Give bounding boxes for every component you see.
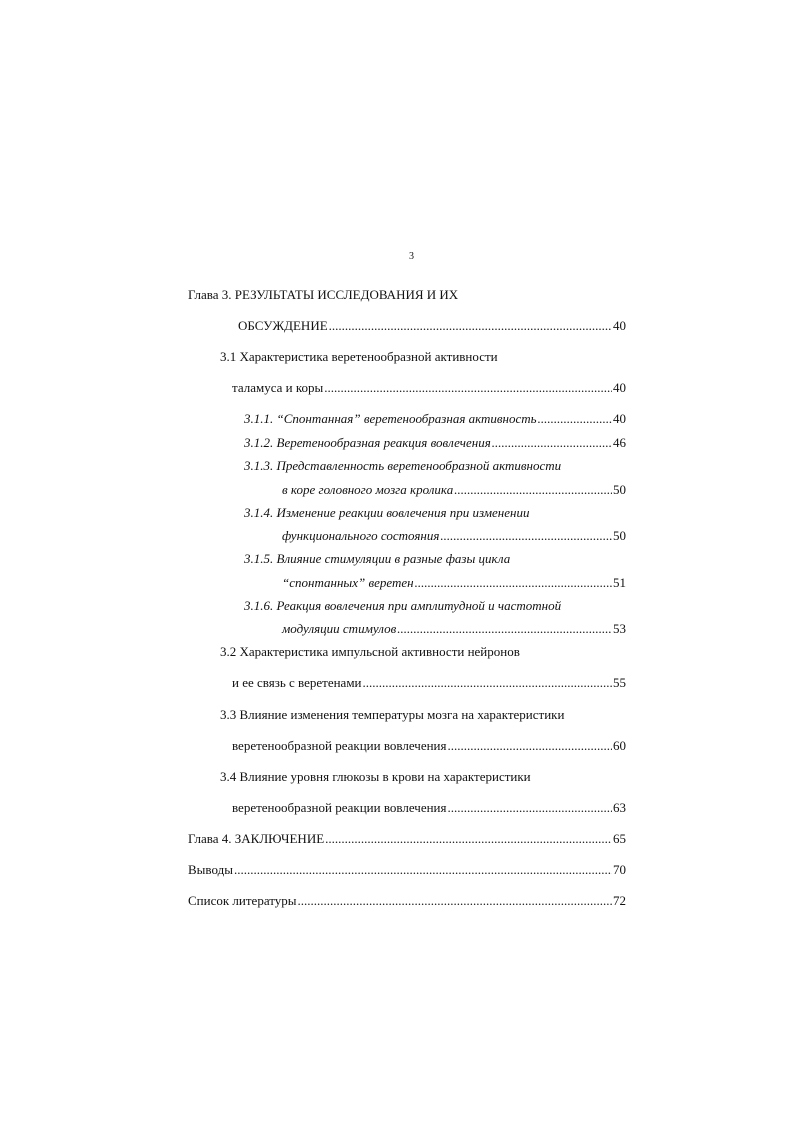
toc-heading: 3.3 Влияние изменения температуры мозга на характеристики: [220, 707, 565, 722]
dot-leader: [234, 862, 612, 878]
dot-leader: [447, 738, 612, 754]
toc-entry: [188, 831, 626, 847]
toc-entry: [232, 675, 626, 691]
toc-entry-title: функционального состояния: [282, 528, 440, 543]
dot-leader: [447, 800, 612, 816]
toc-entry-page: 50: [613, 482, 626, 497]
toc-entry: [232, 738, 626, 754]
toc-entry-page: 70: [613, 862, 626, 877]
toc-entry: [188, 862, 626, 878]
toc-entry: [244, 411, 626, 427]
toc-entry-page: 60: [613, 738, 626, 753]
toc-entry: [238, 318, 626, 334]
dot-leader: [454, 482, 612, 498]
dot-leader: [397, 621, 612, 637]
toc-entry-page: 63: [613, 800, 626, 815]
toc-entry: [282, 575, 626, 591]
toc-entry-title: веретенообразной реакции вовлечения: [232, 738, 447, 753]
toc-entry-title: модуляции стимулов: [282, 621, 397, 636]
toc-heading: 3.2 Характеристика импульсной активности нейронов: [220, 644, 520, 659]
toc-entry-page: 40: [613, 318, 626, 333]
dot-leader: [415, 575, 612, 591]
toc-entry: [188, 893, 626, 909]
toc-entry-page: 53: [613, 621, 626, 636]
toc-entry-page: 55: [613, 675, 626, 690]
dot-leader: [329, 318, 612, 334]
toc-entry-page: 50: [613, 528, 626, 543]
page-number: 3: [409, 251, 414, 262]
toc-entry: [232, 380, 626, 396]
toc-entry-title: таламуса и коры: [232, 380, 324, 395]
toc-heading: 3.1.5. Влияние стимуляции в разные фазы цикла: [244, 551, 511, 566]
dot-leader: [363, 675, 612, 691]
toc-entry-title: “спонтанных” веретен: [282, 575, 414, 590]
dot-leader: [324, 380, 612, 396]
toc-entry-page: 72: [613, 893, 626, 908]
toc-entry-title: веретенообразной реакции вовлечения: [232, 800, 447, 815]
toc-entry-title: 3.1.1. “Спонтанная” веретенообразная активность: [244, 411, 537, 426]
toc-entry-title: в коре головного мозга кролика: [282, 482, 454, 497]
toc-entry: [282, 621, 626, 637]
toc-heading: 3.1.3. Представленность веретенообразной активности: [244, 458, 562, 473]
toc-entry: [232, 800, 626, 816]
toc-entry-title: Глава 4. ЗАКЛЮЧЕНИЕ: [188, 831, 325, 846]
dot-leader: [538, 411, 612, 427]
toc-entry-page: 40: [613, 411, 626, 426]
toc-heading: 3.4 Влияние уровня глюкозы в крови на характеристики: [220, 769, 531, 784]
dot-leader: [440, 528, 612, 544]
toc-entry-title: Выводы: [188, 862, 233, 877]
toc-entry: [282, 482, 626, 498]
toc-entry: [244, 435, 626, 451]
dot-leader: [492, 435, 612, 451]
dot-leader: [325, 831, 612, 847]
toc-entry-page: 40: [613, 380, 626, 395]
toc-entry-title: и ее связь с веретенами: [232, 675, 362, 690]
toc-heading: 3.1 Характеристика веретенообразной активности: [220, 349, 498, 364]
toc-heading: 3.1.6. Реакция вовлечения при амплитудной и частотной: [244, 598, 562, 613]
toc-entry-title: Список литературы: [188, 893, 297, 908]
toc-heading: Глава 3. РЕЗУЛЬТАТЫ ИССЛЕДОВАНИЯ И ИХ: [188, 287, 459, 302]
toc-entry-page: 51: [613, 575, 626, 590]
dot-leader: [298, 893, 613, 909]
toc-heading: 3.1.4. Изменение реакции вовлечения при изменении: [244, 505, 530, 520]
toc-entry: [282, 528, 626, 544]
toc-entry-page: 46: [613, 435, 626, 450]
toc-entry-page: 65: [613, 831, 626, 846]
toc-entry-title: 3.1.2. Веретенообразная реакция вовлечения: [244, 435, 491, 450]
toc-entry-title: ОБСУЖДЕНИЕ: [238, 318, 328, 333]
